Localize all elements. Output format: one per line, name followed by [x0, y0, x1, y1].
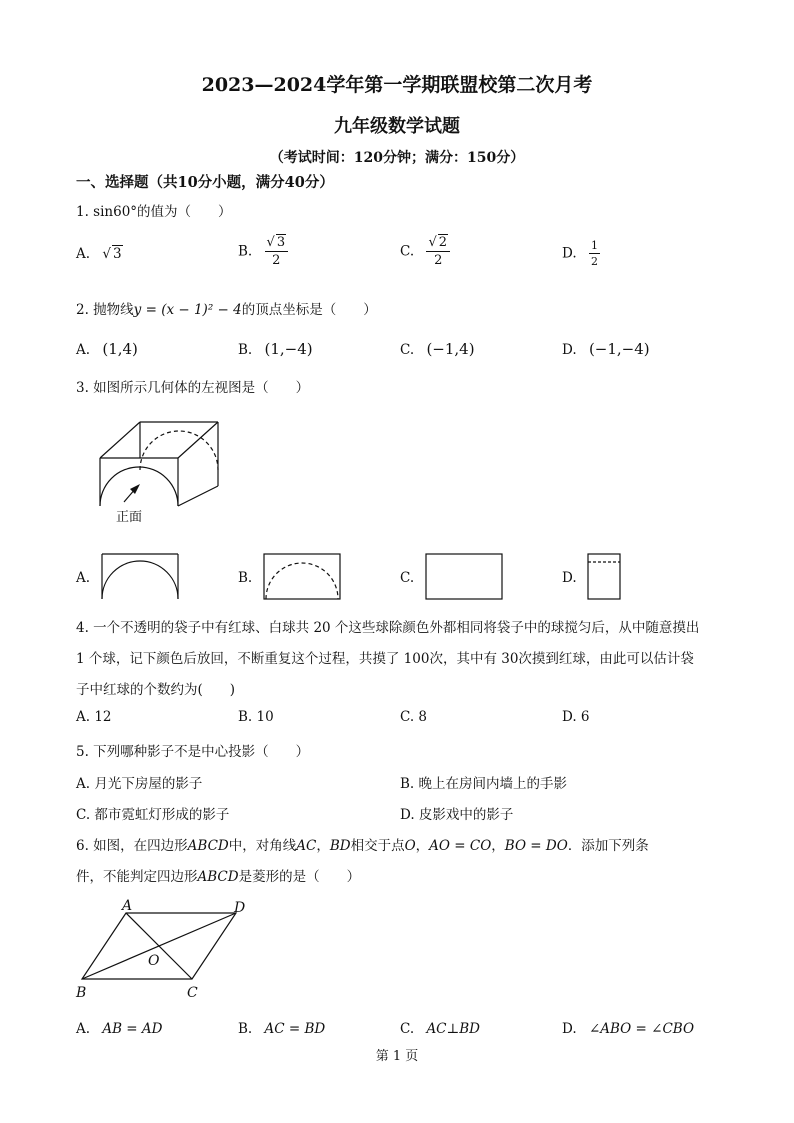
q2-formula: y = (x − 1)² − 4: [133, 302, 242, 318]
q6-bd: BD: [329, 838, 351, 854]
q1-b-fraction: [265, 236, 289, 267]
q3-option-c-label: C.: [400, 570, 415, 586]
q6-point-c-label: C: [187, 985, 198, 1001]
exam-subtitle: 九年级数学试题: [334, 116, 460, 137]
q3-option-c-view: [424, 552, 504, 600]
q1-a-value: 3: [112, 246, 122, 262]
q6-text: 是菱形的是（ ）: [238, 869, 361, 885]
q1-option-d: [562, 240, 600, 267]
q5-option-c: C. 都市霓虹灯形成的影子: [76, 807, 230, 823]
q6-option-d: [562, 1021, 694, 1037]
q6-option-b: [238, 1021, 325, 1037]
q6-stem-line2: [76, 865, 360, 885]
option-label: D.: [562, 245, 577, 262]
q1-c-numerator: 2: [438, 235, 448, 250]
q2-d-value: (−1,−4): [588, 340, 650, 358]
q6-parallelogram-figure: [74, 896, 254, 1006]
q3-option-a-view: [100, 552, 180, 600]
q6-c-value: AC⊥BD: [426, 1021, 480, 1037]
q2-stem: [76, 298, 377, 318]
q4-option-c: C. 8: [400, 709, 428, 725]
q6-text: 相交于点: [350, 838, 405, 854]
q6-text: 中，对角线: [228, 838, 297, 854]
option-label: A.: [76, 246, 91, 262]
option-label: C.: [400, 342, 415, 358]
q6-text: ．添加下列条: [567, 838, 649, 854]
q6-text: 件，不能判定四边形: [76, 869, 198, 885]
q1-option-c: [400, 236, 450, 267]
q2-option-d: [562, 340, 650, 358]
page-number: 第 1 页: [375, 1049, 419, 1064]
q1-c-denominator: 2: [434, 253, 443, 268]
q6-quad-name: ABCD: [187, 838, 229, 854]
q4-stem-line2: 1 个球，记下颜色后放回，不断重复这个过程，共摸了 100次，其中有 30次摸到红球，由此可以估计袋: [76, 651, 694, 667]
q4-stem-line3: 子中红球的个数约为( ): [76, 682, 236, 698]
q1-c-fraction: [426, 236, 450, 267]
q6-comma: ，: [415, 838, 430, 854]
q1-stem: 1. sin60°的值为（ ）: [76, 204, 232, 220]
q6-point-a-label: A: [122, 898, 133, 914]
q5-option-d: D. 皮影戏中的影子: [400, 807, 514, 823]
q6-option-c: [400, 1021, 480, 1037]
q2-option-c: [400, 340, 475, 358]
q6-stem-line1: [76, 834, 649, 854]
q2-stem-post: 的顶点坐标是（ ）: [241, 302, 377, 318]
q6-comma: ，: [316, 838, 330, 854]
q6-d-value: ∠ABO = ∠CBO: [588, 1021, 695, 1037]
q1-d-numerator: 1: [590, 239, 598, 252]
q6-text: 6. 如图，在四边形: [76, 838, 188, 854]
option-label: A.: [76, 342, 91, 358]
option-label: B.: [238, 342, 253, 358]
q4-option-b: B. 10: [238, 709, 274, 725]
sqrt-sign: √: [266, 235, 275, 250]
option-label: A.: [76, 1021, 91, 1037]
option-label: D.: [562, 342, 577, 358]
q6-option-a: [76, 1021, 162, 1037]
option-label: B.: [238, 243, 253, 260]
q6-bo-do: BO = DO: [504, 838, 568, 854]
q1-d-fraction: [589, 240, 600, 267]
q1-b-numerator: 3: [276, 235, 286, 250]
q6-b-value: AC = BD: [264, 1021, 326, 1037]
q1-d-denominator: 2: [590, 255, 598, 268]
sqrt-sign: √: [428, 235, 437, 250]
q4-option-d: D. 6: [562, 709, 590, 725]
q2-b-value: (1,−4): [264, 340, 313, 358]
q3-option-a-label: A.: [76, 570, 91, 586]
q2-c-value: (−1,4): [426, 340, 475, 358]
q4-option-a: A. 12: [76, 709, 112, 725]
q2-option-a: [76, 340, 138, 358]
q6-point-o-label: O: [148, 953, 160, 969]
q3-option-b-label: B.: [238, 570, 253, 586]
q1-b-denominator: 2: [272, 253, 281, 268]
option-label: B.: [238, 1021, 253, 1037]
q1-option-a: [76, 246, 123, 262]
q3-option-d-label: D.: [562, 570, 577, 586]
q2-stem-pre: 2. 抛物线: [76, 302, 134, 318]
exam-title: 2023—2024学年第一学期联盟校第二次月考: [201, 74, 593, 96]
q2-a-value: (1,4): [102, 340, 138, 358]
q4-stem-line1: 4. 一个不透明的袋子中有红球、白球共 20 个这些球除颜色外都相同将袋子中的球搅匀后，从中随意摸出: [76, 620, 700, 636]
q3-option-d-view: [586, 552, 622, 600]
q3-option-b-view: [262, 552, 342, 600]
section-heading: 一、选择题（共10分小题，满分40分）: [76, 174, 334, 191]
sqrt-sign: √: [102, 246, 111, 262]
q6-a-value: AB = AD: [102, 1021, 163, 1037]
option-label: C.: [400, 243, 415, 260]
q3-figure-label: 正面: [116, 510, 143, 525]
q6-ao-co: AO = CO: [429, 838, 492, 854]
q5-stem: 5. 下列哪种影子不是中心投影（ ）: [76, 744, 310, 760]
q6-o: O: [404, 838, 416, 854]
q5-option-a: A. 月光下房屋的影子: [76, 776, 203, 792]
q6-point-d-label: D: [234, 900, 246, 916]
option-label: C.: [400, 1021, 415, 1037]
q6-comma: ，: [491, 838, 505, 854]
exam-info: （考试时间：120分钟；满分：150分）: [269, 150, 525, 166]
q6-point-b-label: B: [76, 985, 87, 1001]
q6-ac: AC: [296, 838, 317, 854]
option-label: D.: [562, 1021, 577, 1037]
q1-option-b: [238, 236, 288, 267]
q3-stem: 3. 如图所示几何体的左视图是（ ）: [76, 380, 310, 396]
q6-quad-name: ABCD: [197, 869, 239, 885]
q2-option-b: [238, 340, 313, 358]
q5-option-b: B. 晚上在房间内墙上的手影: [400, 776, 568, 792]
